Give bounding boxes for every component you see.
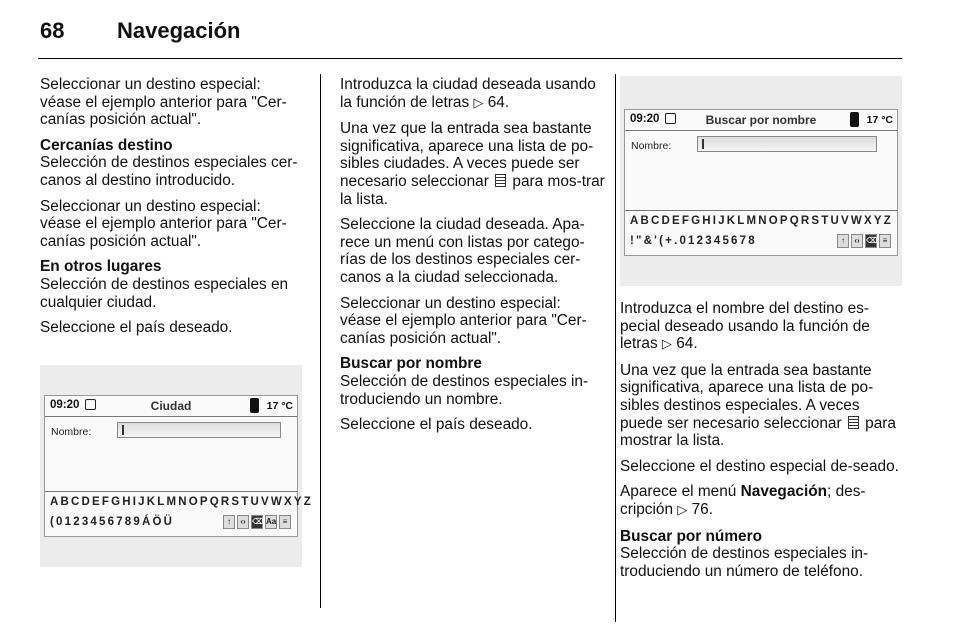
paragraph: Seleccione la ciudad deseada. Apa-rece un menú con listas por catego-rías de los destinos especiales cer-canos a la ciudad seleccionada.	[340, 216, 585, 286]
text: para mos-trar la lista.	[340, 172, 605, 208]
paragraph: Seleccionar un destino especial: véase el ejemplo anterior para "Cer-canías posición actual".	[340, 294, 587, 347]
text: Una vez que la entrada sea bastante significativa, aparece una lista de po-sibles destinos especiales. A veces puede ser necesario seleccionar	[620, 361, 874, 432]
case-toggle[interactable]: Aa	[265, 515, 277, 529]
text: Introduzca el nombre del destino es-pecial deseado usando la función de letras	[620, 300, 870, 353]
paragraph: Selección de destinos especiales cer-canos al destino introducido.	[40, 154, 298, 189]
list-icon[interactable]: ≡	[879, 234, 891, 248]
text: ; des-cripción	[620, 483, 866, 518]
paragraph	[620, 362, 902, 450]
paragraph	[340, 76, 606, 112]
column-divider-1	[320, 74, 321, 608]
cursor-icon[interactable]: ‹›	[237, 515, 249, 529]
keyboard-row-digits[interactable]: (0123456789ÁÖÜ	[50, 516, 175, 528]
backspace-icon[interactable]: ⌫	[865, 234, 877, 248]
reference-arrow-icon: ▷	[677, 502, 688, 518]
paragraph: Selección de destinos especiales in-troduciendo un número de teléfono.	[620, 545, 869, 580]
screenshot-buscar-por-nombre	[620, 76, 902, 286]
temperature: 17 °C	[866, 114, 893, 126]
paragraph: Seleccione el país deseado.	[340, 416, 533, 434]
screen-title: Buscar por nombre	[705, 113, 817, 127]
status-bar	[625, 110, 897, 131]
thermometer-icon	[250, 398, 259, 413]
paragraph	[620, 300, 902, 354]
list-menu-icon	[848, 416, 859, 429]
name-label: Nombre:	[631, 140, 672, 152]
page-reference[interactable]: 64.	[487, 93, 510, 111]
paragraph: Seleccionar un destino especial: véase el ejemplo anterior para "Cer-canías posición actual".	[40, 76, 287, 129]
paragraph	[620, 483, 902, 519]
screen-title: Ciudad	[150, 399, 192, 413]
text: Una vez que la entrada sea bastante significativa, aparece una lista de po-sibles ciudades. A veces puede ser necesario seleccionar	[340, 120, 594, 190]
paragraph: Selección de destinos especiales en cualquier ciudad.	[40, 275, 289, 311]
list-menu-icon	[495, 174, 506, 187]
keyboard-row-symbols[interactable]: !"&'(+.012345678	[630, 235, 757, 247]
paragraph: Selección de destinos especiales in-troduciendo un nombre.	[340, 372, 589, 408]
column-1	[40, 76, 302, 345]
column-2	[340, 76, 606, 442]
shift-icon[interactable]: ↑	[837, 234, 849, 248]
column-3	[620, 300, 902, 588]
name-input[interactable]	[117, 422, 281, 438]
cursor-icon[interactable]: ‹›	[851, 234, 863, 248]
text: para mostrar la lista.	[620, 414, 896, 450]
display-screen	[44, 395, 313, 537]
paragraph: Seleccione el destino especial de-seado.	[620, 457, 899, 475]
paragraph: Seleccionar un destino especial: véase el ejemplo anterior para "Cer-canías posición actual".	[40, 197, 287, 250]
paragraph	[340, 120, 606, 208]
keyboard-row-letters[interactable]: ABCDEFGHIJKLMNOPQRSTUVWXYZ	[630, 215, 893, 227]
reference-arrow-icon: ▷	[661, 337, 672, 353]
section-heading-buscar-por-numero: Buscar por número	[620, 527, 762, 545]
section-heading-cercanias-destino: Cercanías destino	[40, 136, 173, 154]
menu-name: Navegación	[740, 483, 828, 501]
keyboard-controls	[223, 515, 291, 529]
reference-arrow-icon: ▷	[473, 95, 484, 111]
thermometer-icon	[850, 112, 859, 127]
clock-time: 09:20	[630, 113, 660, 125]
letter-keyboard	[625, 210, 897, 255]
page-reference[interactable]: 76.	[691, 500, 713, 518]
text: Aparece el menú	[620, 483, 741, 501]
keyboard-controls	[837, 234, 891, 248]
clock-time: 09:20	[50, 399, 80, 411]
letter-keyboard	[45, 491, 313, 536]
status-bar	[45, 396, 297, 417]
display-screen	[624, 109, 898, 256]
section-heading-buscar-por-nombre: Buscar por nombre	[340, 355, 482, 373]
text: Introduzca la ciudad deseada usando la función de letras	[340, 76, 596, 111]
page-title: Navegación	[117, 18, 241, 43]
name-label: Nombre:	[51, 426, 92, 438]
paragraph: Seleccione el país deseado.	[40, 319, 233, 337]
column-divider-2	[615, 74, 616, 622]
page-reference[interactable]: 64.	[676, 335, 698, 353]
section-heading-en-otros-lugares: En otros lugares	[40, 258, 162, 276]
screenshot-ciudad	[40, 365, 313, 567]
shift-icon[interactable]: ↑	[223, 515, 235, 529]
backspace-icon[interactable]: ⌫	[251, 515, 263, 529]
keyboard-row-letters[interactable]: ABCDEFGHIJKLMNOPQRSTUVWXYZ	[50, 496, 313, 508]
list-icon[interactable]: ≡	[279, 515, 291, 529]
name-input[interactable]	[697, 136, 877, 152]
header-rule	[38, 58, 902, 59]
temperature: 17 °C	[266, 400, 293, 412]
page-number: 68	[40, 18, 65, 43]
